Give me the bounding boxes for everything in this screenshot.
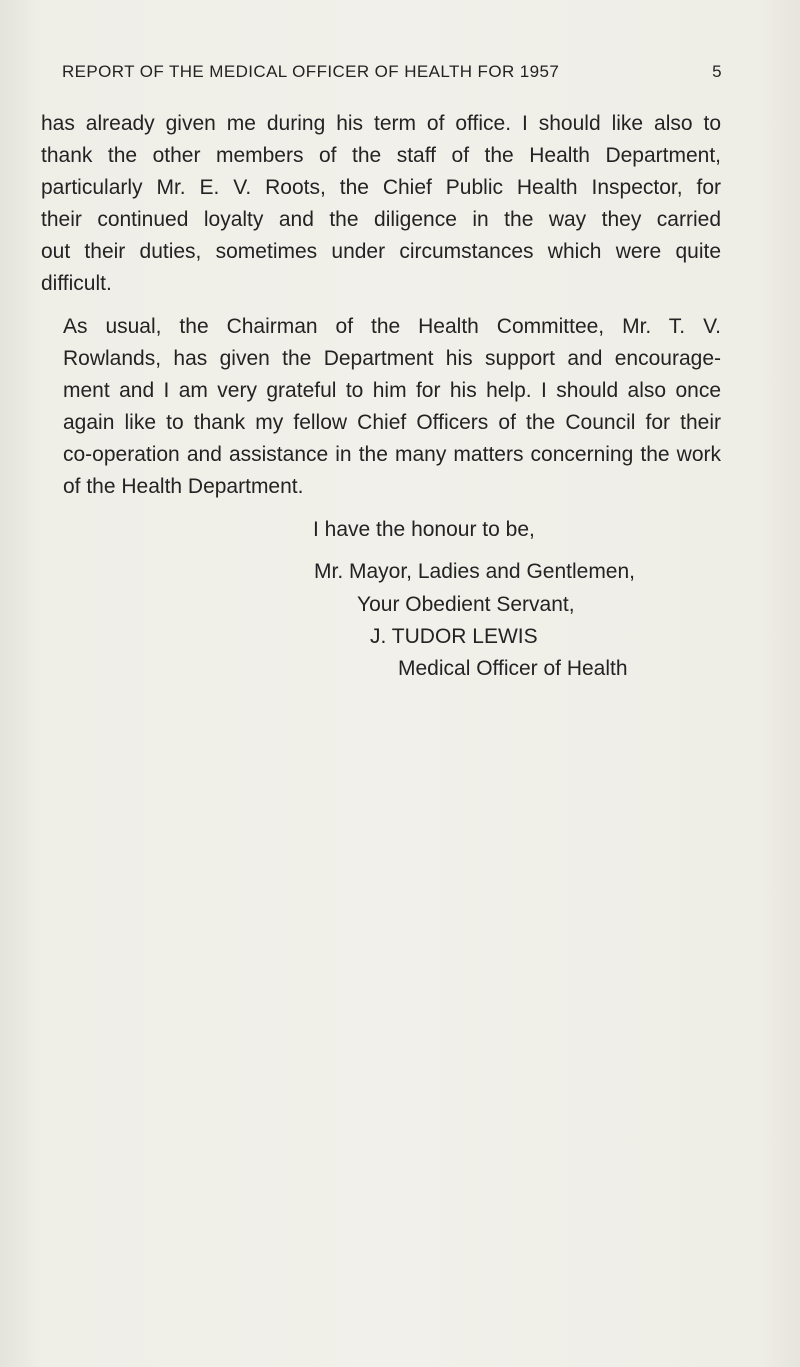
header-title: REPORT OF THE MEDICAL OFFICER OF HEALTH FOR 1957 <box>62 62 560 81</box>
text-line: out their duties, sometimes under circumstances which were quite <box>41 240 721 263</box>
body-text <box>41 108 721 503</box>
text-line: their continued loyalty and the diligence in the way they carried <box>41 208 721 231</box>
closing-honour: I have the honour to be, <box>313 518 535 541</box>
text-line: difficult. <box>41 272 112 295</box>
text-line: Rowlands, has given the Department his support and encourage- <box>63 347 721 370</box>
text-line: As usual, the Chairman of the Health Committee, Mr. T. V. <box>63 315 721 338</box>
closing-salutation: Mr. Mayor, Ladies and Gentlemen, <box>314 560 635 583</box>
text-line: has already given me during his term of office. I should like also to <box>41 112 721 135</box>
running-header <box>62 62 722 88</box>
text-line: of the Health Department. <box>63 475 304 498</box>
text-line: again like to thank my fellow Chief Officers of the Council for their <box>63 411 721 434</box>
text-line: ment and I am very grateful to him for his help. I should also once <box>63 379 721 402</box>
text-line: particularly Mr. E. V. Roots, the Chief Public Health Inspector, for <box>41 176 721 199</box>
text-line: co-operation and assistance in the many matters concerning the work <box>63 443 721 466</box>
text-line: thank the other members of the staff of the Health Department, <box>41 144 721 167</box>
signatory-name: J. TUDOR LEWIS <box>370 625 538 648</box>
paragraph-acknowledgement-staff <box>41 108 721 300</box>
signatory-position: Medical Officer of Health <box>398 657 628 680</box>
page-number: 5 <box>712 62 722 81</box>
paragraph-acknowledgement-chairman <box>41 311 721 503</box>
closing-servant: Your Obedient Servant, <box>357 593 575 616</box>
